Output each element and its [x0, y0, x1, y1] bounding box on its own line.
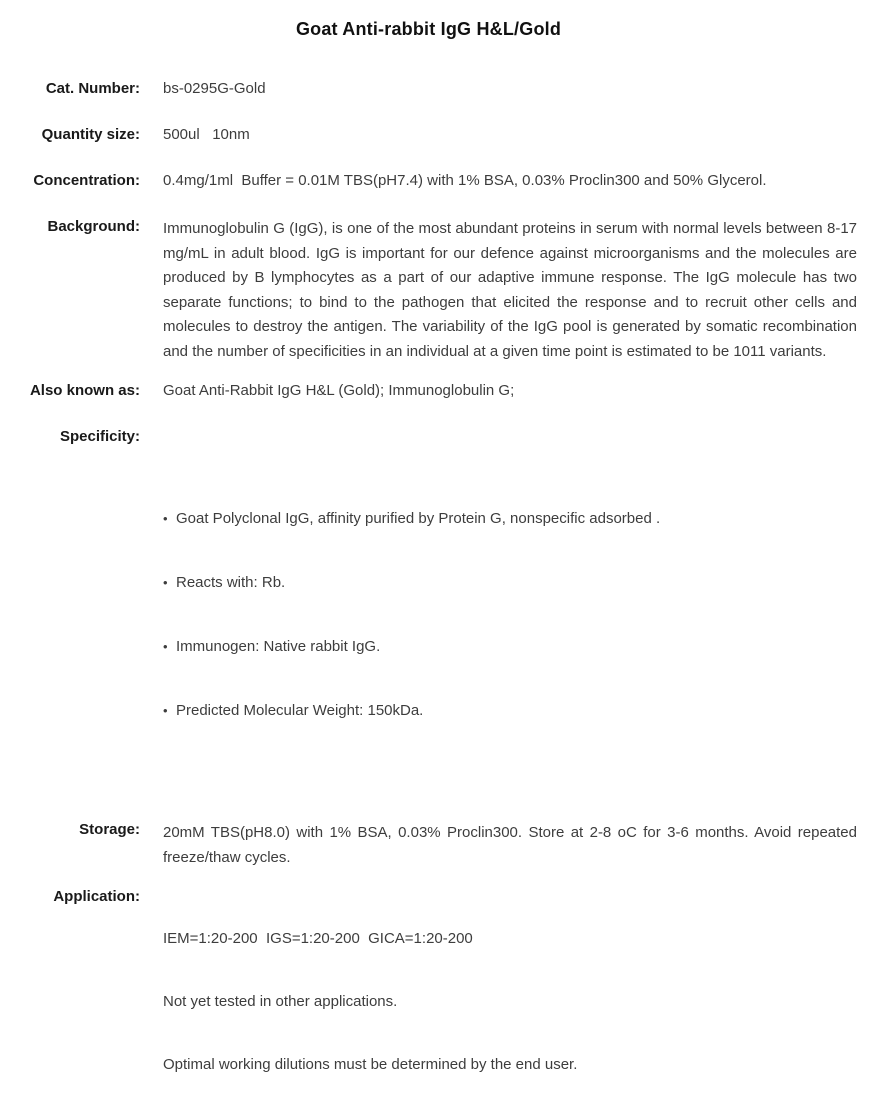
storage-label: Storage: [79, 821, 140, 838]
application-optimal-line: Optimal working dilutions must be determined by the end user. [163, 1056, 578, 1073]
quantity-size-label: Quantity size: [41, 126, 140, 143]
field-row-concentration [0, 171, 857, 191]
field-row-application [0, 887, 857, 1116]
specificity-bullet-text: Immunogen: Native rabbit IgG. [176, 638, 381, 655]
field-row-specificity [0, 427, 857, 803]
specificity-bullet-item [163, 635, 857, 659]
bullet-icon [163, 635, 176, 659]
bullet-icon [163, 699, 176, 723]
background-label: Background: [47, 218, 140, 235]
application-not-tested-line: Not yet tested in other applications. [163, 993, 398, 1010]
field-row-quantity-size [0, 125, 857, 145]
field-row-storage [0, 820, 862, 870]
application-label: Application: [53, 888, 140, 905]
specificity-value [163, 427, 857, 803]
specificity-label: Specificity: [59, 428, 140, 445]
also-known-as-label: Also known as: [29, 382, 140, 399]
specificity-bullet-item [163, 571, 857, 595]
concentration-label: Concentration: [33, 172, 140, 189]
specificity-bullet-item [163, 699, 857, 723]
field-row-background [0, 217, 862, 364]
specificity-list [163, 467, 857, 763]
quantity-size-value: 500ul 10nm [163, 126, 250, 143]
specificity-bullet-text: Goat Polyclonal IgG, affinity purified by Protein G, nonspecific adsorbed . [176, 510, 661, 527]
storage-value: 20mM TBS(pH8.0) with 1% BSA, 0.03% Proclin300. Store at 2-8 oC for 3-6 months. Avoid repeated freeze/thaw cycles. [163, 824, 862, 866]
application-value [163, 887, 857, 1116]
page-title: Goat Anti-rabbit IgG H&L/Gold [295, 19, 562, 39]
cat-number-value: bs-0295G-Gold [163, 80, 266, 97]
specificity-bullet-item [163, 507, 857, 531]
also-known-as-value: Goat Anti-Rabbit IgG H&L (Gold); Immunoglobulin G; [163, 382, 515, 399]
specificity-bullet-text: Predicted Molecular Weight: 150kDa. [176, 702, 424, 719]
field-row-cat-number [0, 79, 857, 99]
bullet-icon [163, 507, 176, 531]
field-row-also-known-as [0, 381, 857, 401]
application-dilutions-line: IEM=1:20-200 IGS=1:20-200 GICA=1:20-200 [163, 930, 473, 947]
concentration-value: 0.4mg/1ml Buffer = 0.01M TBS(pH7.4) with 1% BSA, 0.03% Proclin300 and 50% Glycerol. [163, 172, 767, 189]
background-value: Immunoglobulin G (IgG), is one of the most abundant proteins in serum with normal levels between 8-17 mg/mL in adult blood. IgG is important for our defence against microorganisms and the molecules are produced by B lymphocytes as a part of our adaptive immune response. The IgG molecule has two separate functions; to bind to the pathogen that elicited the response and to recruit other cells and molecules to destroy the antigen. The variability of the IgG pool is generated by somatic recombination and the number of specificities in an individual at a given time point is estimated to be 1011 variants. [163, 220, 862, 360]
bullet-icon [163, 571, 176, 595]
specificity-bullet-text: Reacts with: Rb. [176, 574, 286, 591]
cat-number-label: Cat. Number: [45, 80, 140, 97]
